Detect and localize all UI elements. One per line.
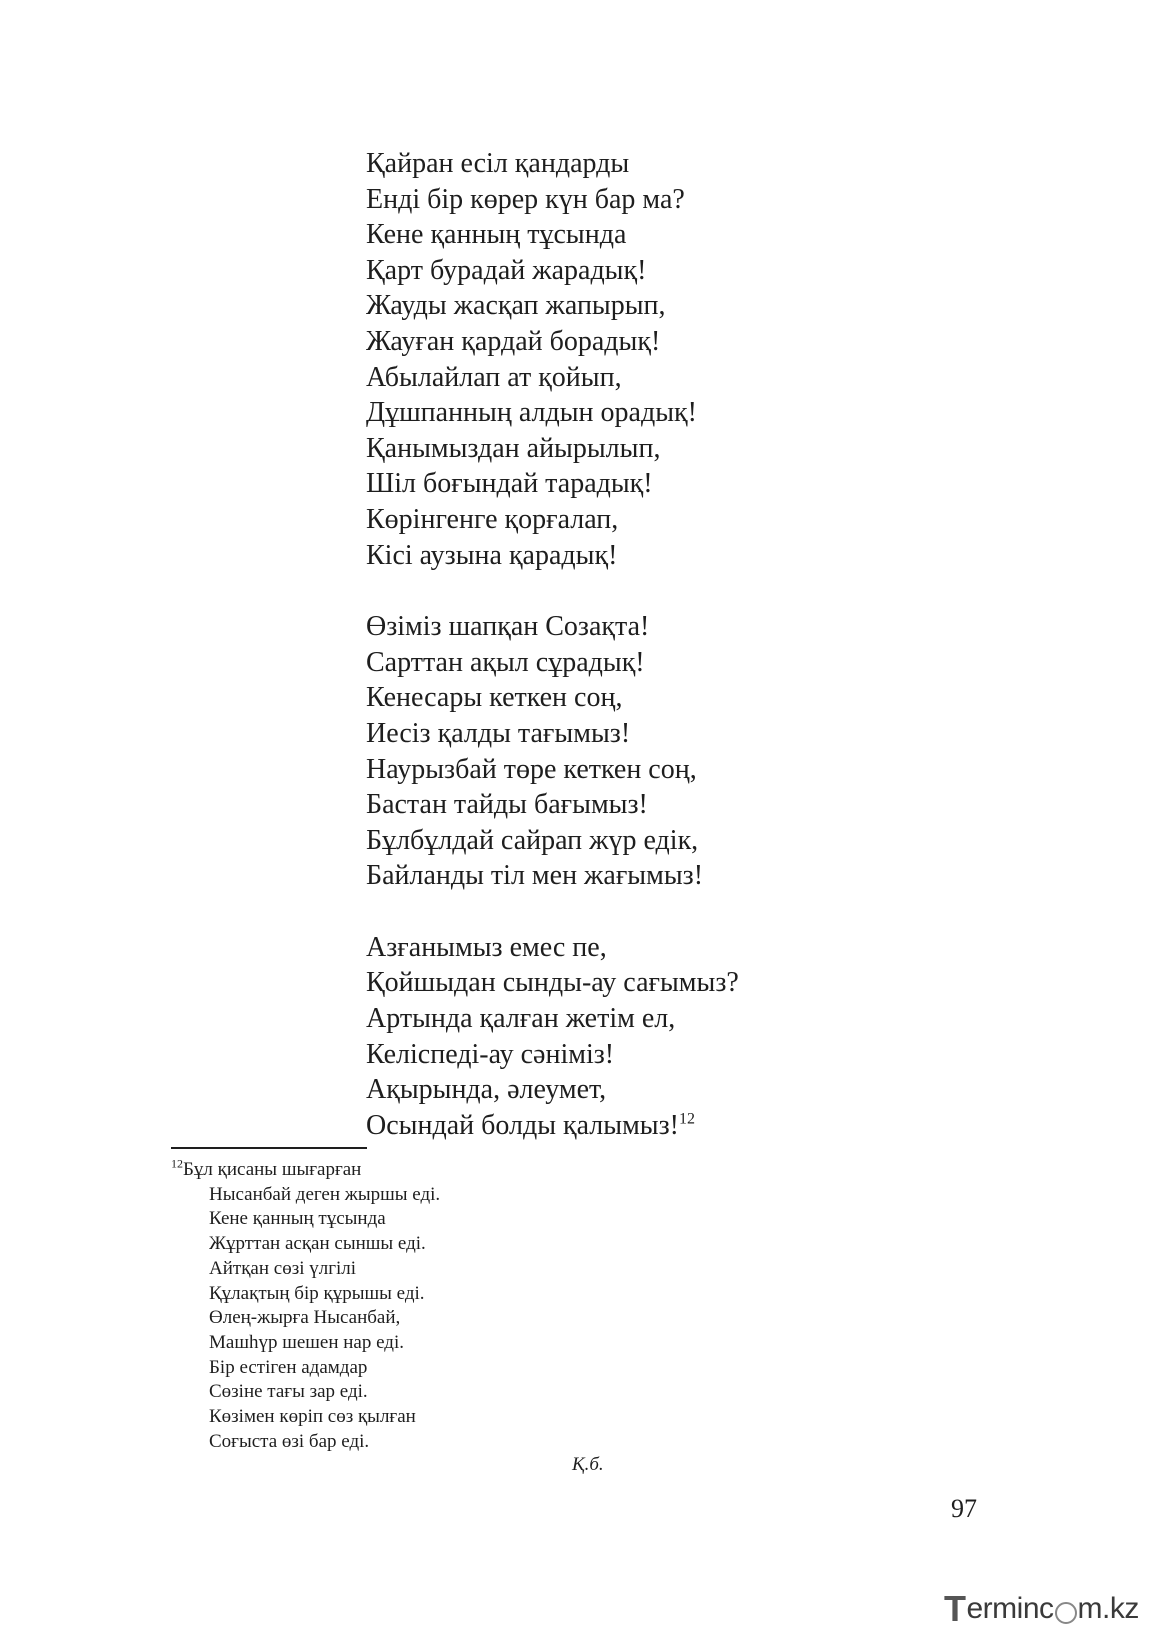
footnote bbox=[171, 1158, 771, 1454]
poem-line: Иесіз қалды тағымыз! bbox=[366, 717, 631, 749]
poem-line: Келіспеді-ау сәніміз! bbox=[366, 1038, 615, 1070]
footnote-line: Бір естіген адамдар bbox=[209, 1356, 368, 1378]
footnote-line: Өлең-жырға Нысанбай, bbox=[209, 1307, 401, 1329]
poem-line: Дұшпанның алдын орадық! bbox=[366, 397, 697, 429]
poem-line: Сарттан ақыл сұрадық! bbox=[366, 646, 645, 678]
poem-line: Өзіміз шапқан Созақта! bbox=[366, 611, 650, 643]
footnote-line: Көзімен көріп сөз қылған bbox=[209, 1406, 416, 1428]
poem-line: Бұлбұлдай сайрап жүр едік, bbox=[366, 824, 699, 856]
watermark-text: erminc bbox=[966, 1592, 1054, 1625]
poem-line: Шіл боғындай тарадық! bbox=[366, 468, 653, 500]
footnote-line: Сөзіне тағы зар еді. bbox=[209, 1381, 368, 1403]
poem-line: Кісі аузына қарадық! bbox=[366, 539, 618, 571]
poem-line: Көрінгенге қорғалап, bbox=[366, 503, 619, 535]
footnote-line: Айтқан сөзі үлгілі bbox=[209, 1257, 357, 1279]
poem-line: Жауған қардай борадық! bbox=[366, 325, 661, 357]
poem-line: Жауды жасқап жапырып, bbox=[366, 290, 666, 322]
footnote-line: Кене қанның тұсында bbox=[209, 1208, 386, 1230]
poem-line-text: Осындай болды қалымыз! bbox=[366, 1109, 679, 1141]
poem-line: Бастан тайды бағымыз! bbox=[366, 789, 648, 821]
poem-line: Кене қанның тұсында bbox=[366, 219, 627, 251]
poem-line: Қанымыздан айырылып, bbox=[366, 432, 661, 464]
footnote-mark: 12 bbox=[171, 1156, 183, 1171]
poem-line: Артында қалған жетім ел, bbox=[366, 1003, 676, 1035]
footnote-line: Құлақтың бір құрышы еді. bbox=[209, 1282, 425, 1304]
poem-line: Азғанымыз емес пе, bbox=[366, 931, 607, 963]
poem-line: Байланды тіл мен жағымыз! bbox=[366, 860, 704, 892]
poem-line: Қарт бурадай жарадық! bbox=[366, 254, 647, 286]
poem-stanza bbox=[366, 609, 866, 894]
poem-last-line bbox=[366, 1108, 866, 1144]
poem-line: Қойшыдан сынды-ау сағымыз? bbox=[366, 967, 739, 999]
watermark-letter: T bbox=[944, 1588, 966, 1629]
magnifier-icon bbox=[1055, 1602, 1077, 1624]
footnote-line: Соғыста өзі бар еді. bbox=[209, 1430, 370, 1452]
footnote-first-line: $^{12}$Бұл қисаны шығарған bbox=[171, 1156, 362, 1180]
poem-line: Ақырында, әлеумет, bbox=[366, 1074, 607, 1106]
footnote-separator bbox=[171, 1147, 367, 1149]
poem-line: Енді бір көрер күн бар ма? bbox=[366, 183, 685, 215]
site-watermark-logo bbox=[944, 1589, 1139, 1629]
poem-stanza bbox=[366, 146, 866, 573]
watermark-domain: m.kz bbox=[1077, 1592, 1139, 1625]
poem-line: Кенесары кеткен соң, bbox=[366, 682, 623, 714]
footnote-line: Нысанбай деген жыршы еді. bbox=[209, 1183, 441, 1205]
poem bbox=[366, 146, 866, 1143]
poem-line: Абылайлап ат қойып, bbox=[366, 361, 622, 393]
poem-line: Наурызбай төре кеткен соң, bbox=[366, 753, 697, 785]
footnote-line: Жұрттан асқан сыншы еді. bbox=[209, 1233, 426, 1255]
footnote-signature: Қ.б. bbox=[572, 1454, 604, 1475]
footnote-line: Машһүр шешен нар еді. bbox=[209, 1331, 404, 1353]
footnote-reference: 12 bbox=[679, 1110, 695, 1128]
poem-line: Қайран есіл қандарды bbox=[366, 148, 630, 179]
page-number: 97 bbox=[951, 1494, 977, 1523]
poem-stanza bbox=[366, 930, 866, 1144]
